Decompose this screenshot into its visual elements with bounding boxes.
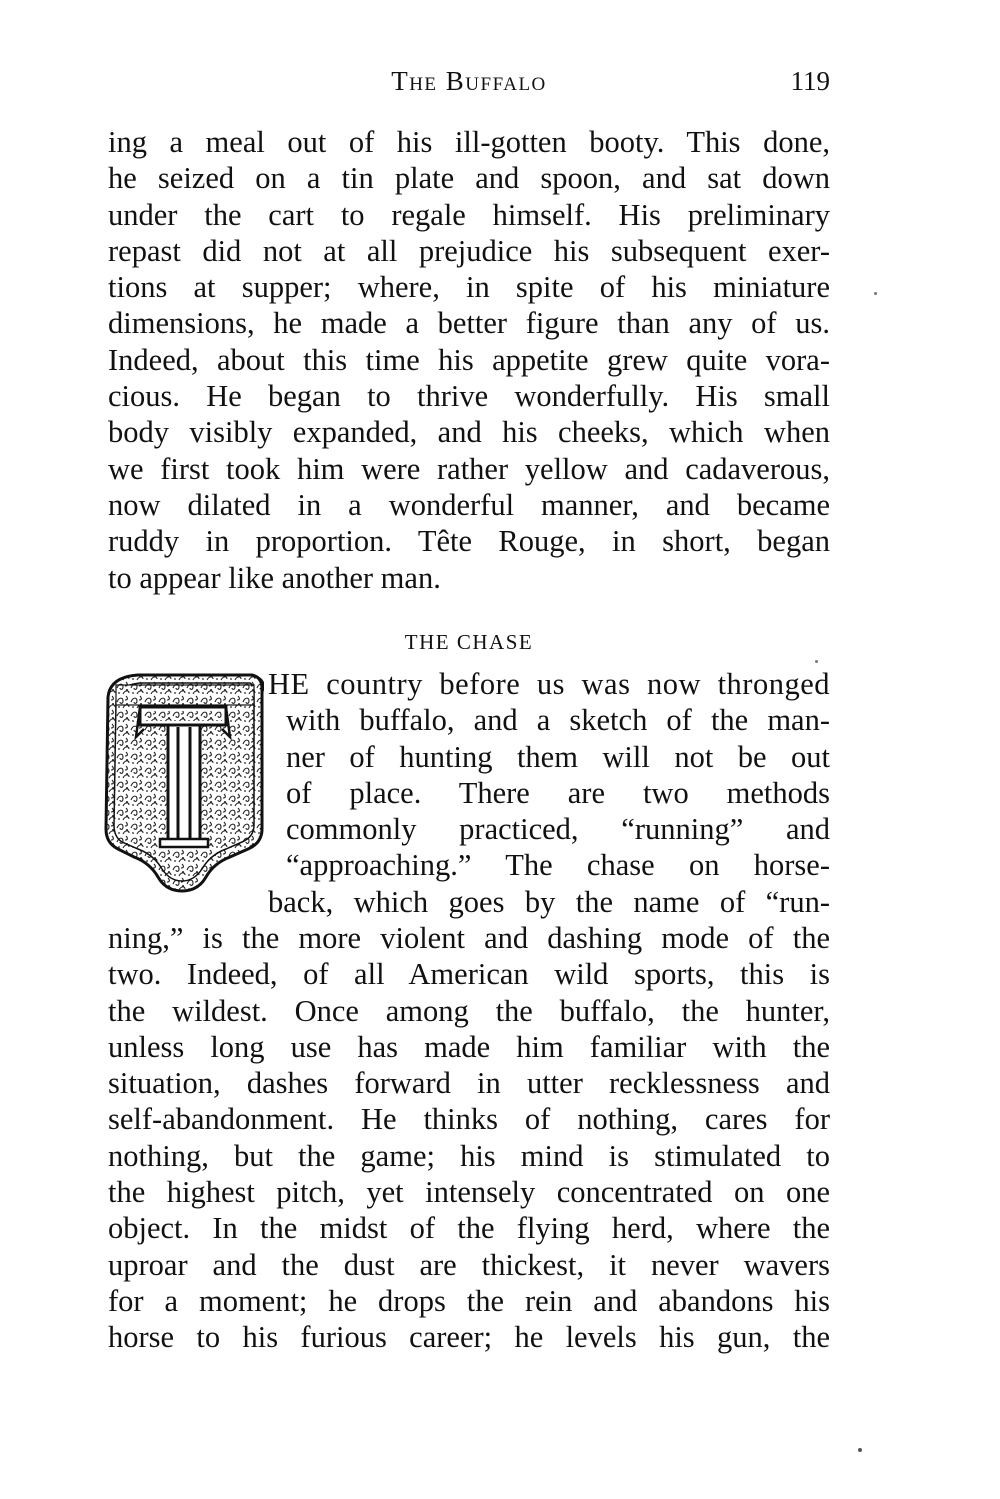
text-line: ing a meal out of his ill-gotten booty. This done,	[108, 125, 830, 159]
paragraph-1	[108, 124, 830, 596]
text-line: we first took him were rather yellow and cadaverous,	[108, 451, 830, 486]
text-line: Indeed, about this time his appetite grew quite vora-	[108, 342, 830, 377]
drop-cap-continuation: HE country before us was now thronged	[268, 667, 830, 701]
text-line: back, which goes by the name of “run-	[268, 884, 830, 919]
paragraph-2-dropcap-lines	[108, 666, 830, 920]
text-line: to appear like another man.	[108, 560, 441, 595]
text-line: self-abandonment. He thinks of nothing, cares for	[108, 1102, 830, 1137]
text-line: tions at supper; where, in spite of his miniature	[108, 270, 830, 305]
text-line: the highest pitch, yet intensely concentrated on one	[108, 1175, 830, 1210]
running-head-title: The Buffalo	[391, 66, 547, 96]
running-head	[108, 66, 830, 114]
text-line: situation, dashes forward in utter recklessness and	[108, 1066, 830, 1101]
page-number: 119	[790, 66, 830, 96]
text-line: uproar and the dust are thickest, it never wavers	[108, 1247, 830, 1282]
text-line-dropcap-continuation	[268, 666, 830, 702]
text-line: cious. He began to thrive wonderfully. His small	[108, 379, 830, 414]
text-line: ruddy in proportion. Tête Rouge, in short, began	[108, 524, 830, 559]
section-heading: THE CHASE	[404, 630, 534, 654]
text-line: now dilated in a wonderful manner, and became	[108, 487, 830, 522]
text-line: horse to his furious career; he levels his gun, the	[108, 1320, 830, 1355]
text-line: two. Indeed, of all American wild sports, this is	[108, 957, 830, 992]
text-line: with buffalo, and a sketch of the man-	[286, 703, 830, 738]
text-line: ning,” is the more violent and dashing mode of the	[108, 921, 830, 955]
text-line: “approaching.” The chase on horse-	[286, 848, 830, 883]
scan-speck	[858, 1448, 862, 1452]
scan-speck	[874, 292, 877, 295]
text-line: he seized on a tin plate and spoon, and sat down	[108, 161, 830, 196]
text-line: nothing, but the game; his mind is stimulated to	[108, 1138, 830, 1173]
paragraph-2	[108, 920, 830, 1356]
text-line: repast did not at all prejudice his subsequent exer-	[108, 233, 830, 268]
text-line: body visibly expanded, and his cheeks, which when	[108, 415, 830, 450]
text-line: of place. There are two methods	[286, 775, 830, 810]
text-line: object. In the midst of the flying herd, where the	[108, 1211, 830, 1246]
text-line: commonly practiced, “running” and	[286, 812, 830, 847]
text-line: under the cart to regale himself. His preliminary	[108, 197, 830, 232]
text-line: the wildest. Once among the buffalo, the hunter,	[108, 993, 830, 1028]
text-line: ner of hunting them will not be out	[286, 739, 830, 774]
text-line: dimensions, he made a better figure than any of us.	[108, 306, 830, 341]
text-line: unless long use has made him familiar with the	[108, 1029, 830, 1064]
text-line: for a moment; he drops the rein and abandons his	[108, 1283, 830, 1318]
scan-speck	[815, 660, 818, 663]
